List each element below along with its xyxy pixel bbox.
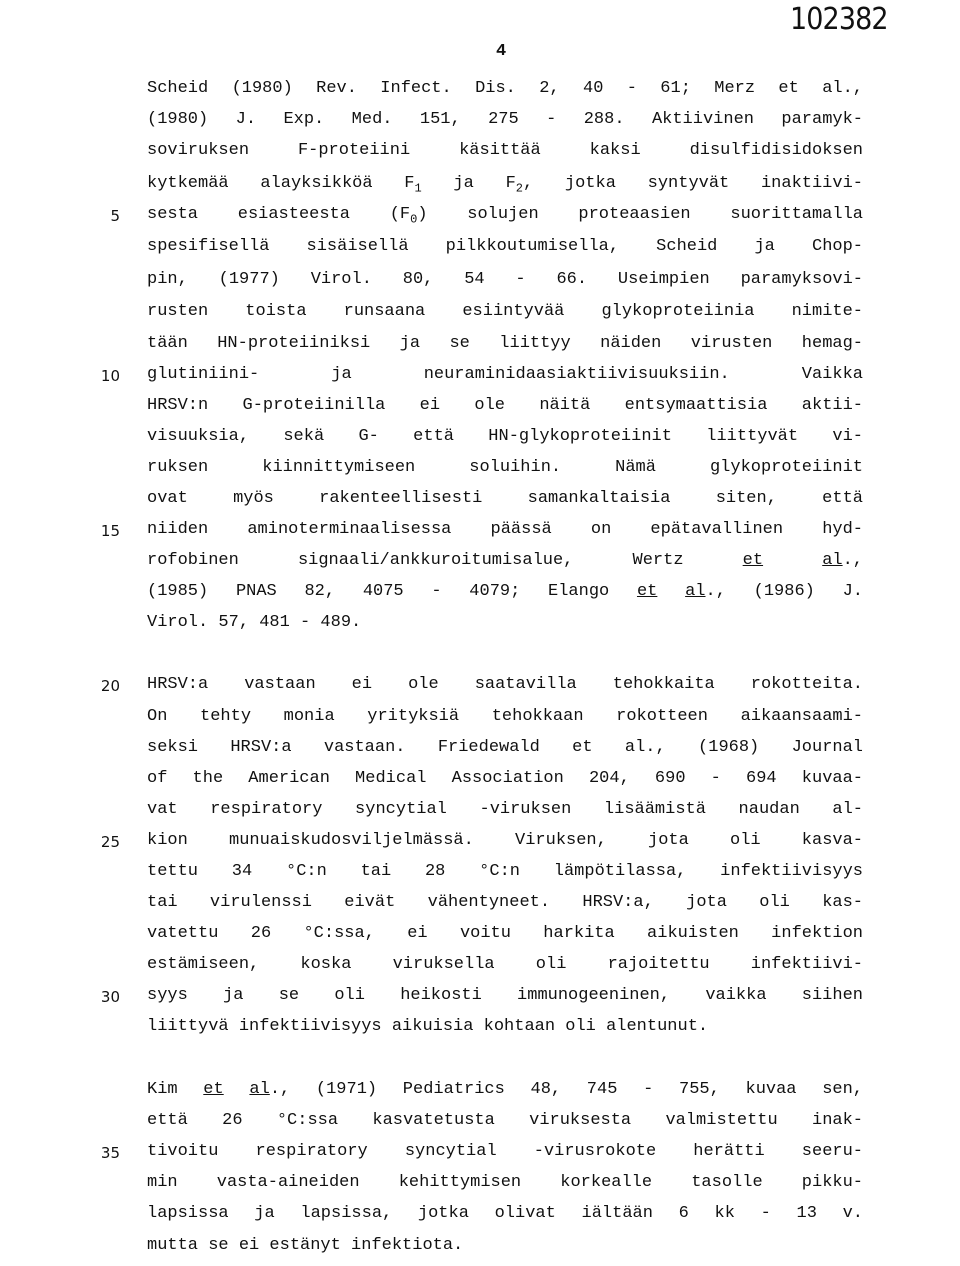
text-line: seksi HRSV:a vastaan. Friedewald et al., (1968) Journal [147,738,863,757]
patent-number: 102382 [790,2,888,37]
text-line: pin, (1977) Virol. 80, 54 - 66. Useimpien paramyksovi- [147,270,863,289]
text-line: rusten toista runsaana esiintyvää glykoproteiinia nimite- [147,302,863,321]
al-underlined: al [822,551,843,570]
line-number: 20 [100,677,120,695]
line-number: 30 [100,988,120,1006]
text-line: soviruksen F-proteiini käsittää kaksi disulfidisidoksen [147,141,863,160]
text-line: Scheid (1980) Rev. Infect. Dis. 2, 40 - 61; Merz et al., [147,79,863,98]
text-line: lapsissa ja lapsissa, jotka olivat iältään 6 kk - 13 v. [147,1204,863,1223]
text-run: sesta esiasteesta (F [147,205,411,224]
et-underlined: et [636,582,658,601]
al-underlined: al [685,582,706,601]
text-line: visuuksia, sekä G- että HN-glykoproteiinit liittyvät vi- [147,427,863,446]
text-line: tivoitu respiratory syncytial -virusrokote herätti seeru- [147,1142,863,1161]
text-line: Virol. 57, 481 - 489. [147,613,362,632]
text-line: liittyvä infektiivisyys aikuisia kohtaan oli alentunut. [147,1017,709,1036]
text-line [147,1080,863,1100]
et-underlined: et [742,551,764,570]
text-run: ., (1986) J. [705,582,863,601]
line-number: 25 [100,833,120,851]
line-number: 35 [100,1144,120,1162]
text-line: of the American Medical Association 204, 690 - 694 kuvaa- [147,769,863,788]
text-line: vat respiratory syncytial -viruksen lisäämistä naudan al- [147,800,863,819]
text-run: kytkemää alayksikköä F [147,174,415,193]
text-line [147,205,863,225]
subscript: 0 [410,212,418,227]
text-line: että 26 °C:ssa kasvatetusta viruksesta valmistettu inak- [147,1111,863,1130]
text-line: tettu 34 °C:n tai 28 °C:n lämpötilassa, infektiivisyys [147,862,863,881]
text-run: (1985) PNAS 82, 4075 - 4079; Elango [147,582,637,601]
text-line: (1980) J. Exp. Med. 151, 275 - 288. Aktiivinen paramyk- [147,110,863,129]
line-number: 15 [100,522,120,540]
text-line: min vasta-aineiden kehittymisen korkealle tasolle pikku- [147,1173,863,1192]
text-run: ja F [421,174,516,193]
text-line: HRSV:a vastaan ei ole saatavilla tehokkaita rokotteita. [147,675,863,694]
text-line: spesifisellä sisäisellä pilkkoutumisella, Scheid ja Chop- [147,237,863,256]
text-line [147,174,863,194]
text-line: tai virulenssi eivät vähentyneet. HRSV:a, jota oli kas- [147,893,863,912]
text-run: rofobinen signaali/ankkuroitumisalue, Wertz [147,551,743,570]
text-line: vatettu 26 °C:ssa, ei voitu harkita aikuisten infektion [147,924,863,943]
text-run: Kim [147,1080,204,1099]
page-number: 4 [496,42,507,61]
subscript: 2 [515,181,523,196]
text-run [224,1080,250,1099]
text-line: syys ja se oli heikosti immunogeeninen, vaikka siihen [147,986,863,1005]
text-run: ., (1971) Pediatrics 48, 745 - 755, kuvaa sen, [269,1080,864,1099]
text-line [147,582,863,602]
text-line: On tehty monia yrityksiä tehokkaan rokotteen aikaansaami- [147,707,863,726]
text-line: kion munuaiskudosviljelmässä. Viruksen, jota oli kasva- [147,831,863,850]
text-line: estämiseen, koska viruksella oli rajoitettu infektiivi- [147,955,863,974]
text-run: , jotka syntyvät inaktiivi- [522,174,863,193]
text-line: ovat myös rakenteellisesti samankaltaisia siten, että [147,489,863,508]
text-run: ) solujen proteaasien suorittamalla [417,205,863,224]
text-line: mutta se ei estänyt infektiota. [147,1236,464,1255]
text-line: tään HN-proteiiniksi ja se liittyy näiden virusten hemag- [147,334,863,353]
et-underlined: et [203,1080,224,1099]
text-run: ., [842,551,864,570]
text-line: niiden aminoterminaalisessa päässä on epätavallinen hyd- [147,520,863,539]
text-line [147,551,863,571]
text-line: ruksen kiinnittymiseen soluihin. Nämä glykoproteiinit [147,458,863,477]
line-number: 5 [110,207,120,225]
subscript: 1 [414,181,422,196]
al-underlined: al [249,1080,270,1099]
line-number: 10 [100,367,120,385]
text-line: glutiniini- ja neuraminidaasiaktiivisuuksiin. Vaikka [147,365,863,384]
text-line: HRSV:n G-proteiinilla ei ole näitä entsymaattisia aktii- [147,396,863,415]
